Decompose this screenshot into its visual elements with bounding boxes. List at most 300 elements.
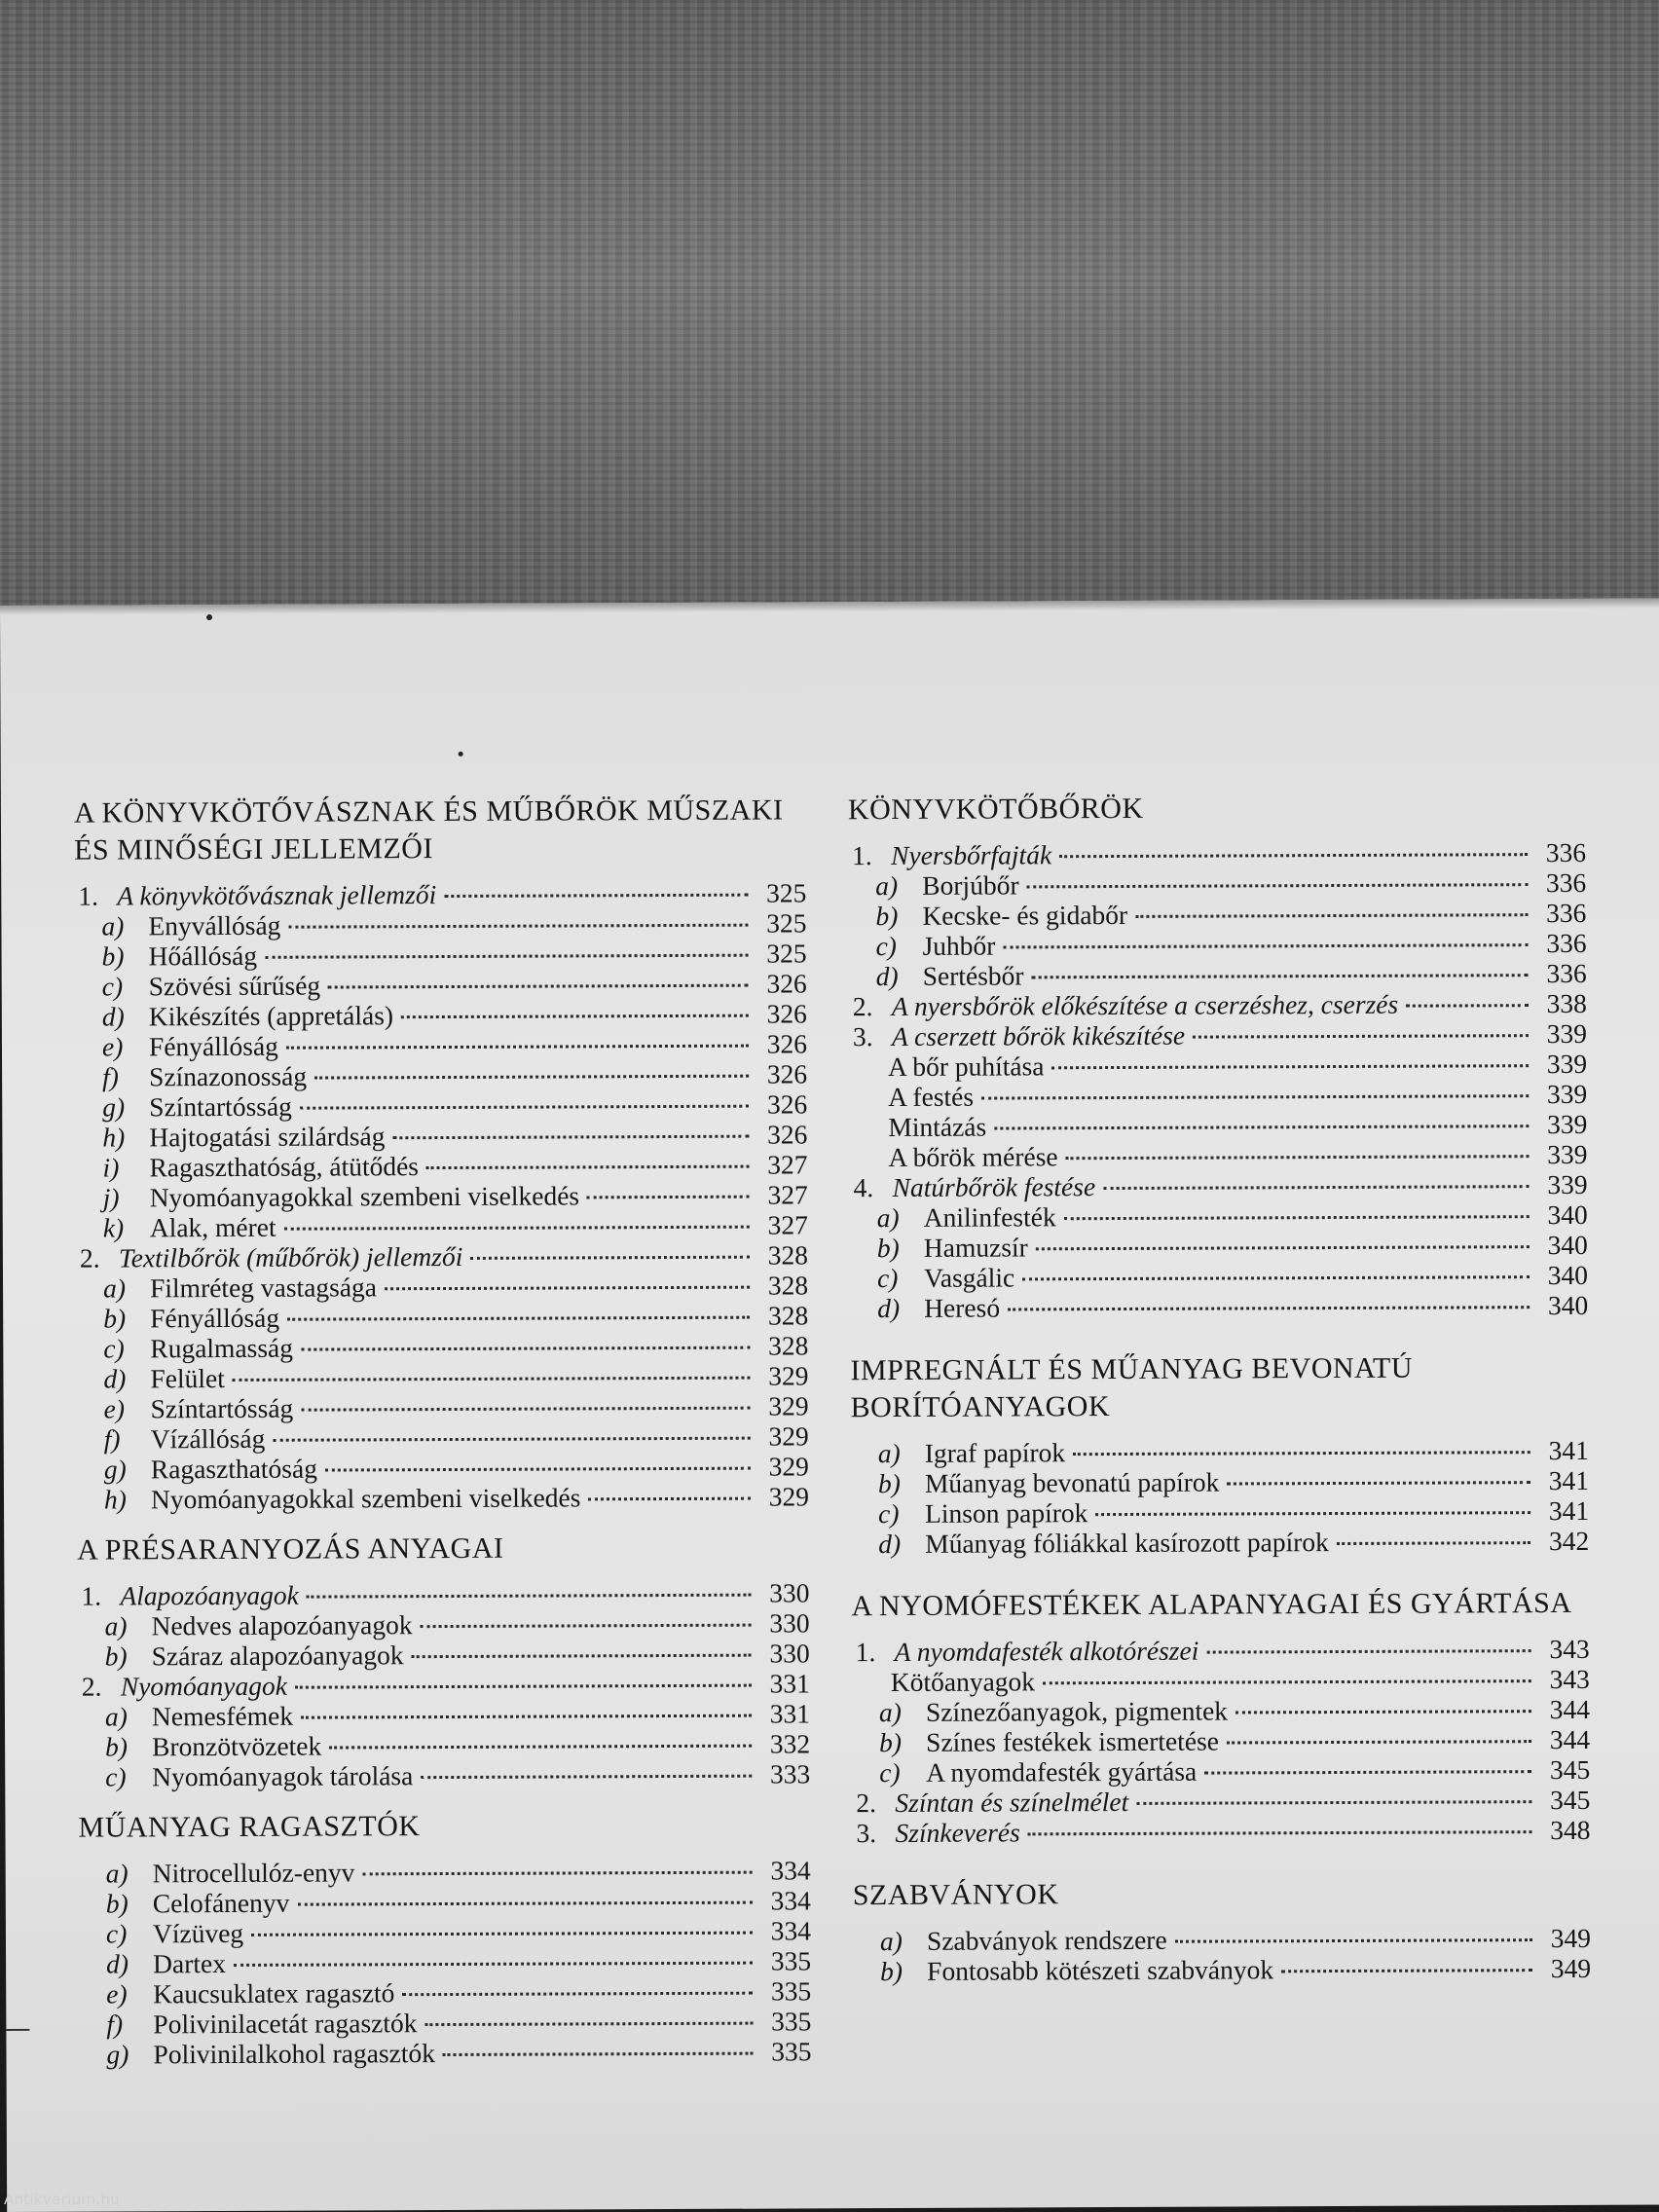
entry-marker: h) [102,1122,126,1153]
entry-label [76,1272,377,1303]
dot-leader [1066,1155,1530,1160]
toc-entry [851,1526,1589,1559]
dot-leader [1028,1830,1532,1835]
entry-marker: c) [105,1918,128,1949]
toc-entry [76,1330,808,1363]
toc-right-column [848,789,1591,2004]
entry-page-number: 330 [769,1607,810,1639]
toc-entry [79,2036,811,2069]
entry-page-number: 341 [1548,1434,1589,1466]
entry-page-number: 340 [1547,1198,1588,1231]
entry-title: Igraf papírok [924,1437,1066,1468]
entry-title: Hamuzsír [923,1232,1028,1263]
entry-title: Juhbőr [922,930,996,961]
toc-entry [849,1049,1587,1082]
entry-label [851,1467,1220,1499]
entry-title: Vízüveg [152,1917,244,1949]
dot-leader [329,1745,752,1750]
entry-page-number: 329 [768,1481,810,1512]
toc-entry [77,1390,809,1423]
entry-label [79,1918,243,1949]
toc-entry [849,988,1587,1021]
entry-title: Polivinilalkohol ragasztók [153,2038,436,2070]
entry-page-number: 328 [767,1239,808,1271]
entry-title: Nedves alapozóanyagok [151,1609,413,1641]
dot-leader [287,1316,750,1321]
entry-page-number: 349 [1550,1952,1592,1984]
entry-label [849,989,1398,1021]
entry-marker: c) [103,1333,125,1364]
entry-title: Dartex [153,1948,226,1979]
entry-title: Színtan és színelmélet [895,1786,1129,1818]
entry-title: Heresó [924,1292,1001,1323]
entry-page-number: 325 [765,877,807,908]
toc-entry [848,867,1586,901]
dot-leader [1095,1511,1530,1516]
watermark: Antikvarium.hu [4,2191,121,2208]
entry-marker: b) [101,940,125,972]
dot-leader [1027,883,1529,888]
entry-label [852,1787,1128,1818]
toc-entry [76,1239,808,1272]
toc-entry [852,1664,1590,1697]
entry-page-number: 327 [767,1149,808,1180]
toc-entry [75,938,807,971]
entry-marker: a) [879,1925,903,1957]
entry-marker: c) [101,971,124,1002]
entry-title: Celofánenyv [152,1887,290,1919]
entry-marker: 3. [856,1818,877,1849]
entry-title: Nemesfémek [151,1700,294,1732]
dot-leader [1022,1275,1530,1280]
entry-page-number: 326 [766,968,807,999]
entry-title: A bőr puhítása [888,1051,1045,1083]
dot-leader [426,1165,750,1169]
entry-marker: 2. [79,1242,100,1273]
entry-title: A nyersbőrök előkészítése a cserzéshez, cserzés [891,988,1399,1022]
section-title: MŰANYAG RAGASZTÓK [78,1810,421,1844]
entry-title: Alak, méret [149,1211,276,1243]
entry-marker: a) [878,1696,902,1728]
dot-leader [1227,1740,1531,1744]
entry-marker: k) [102,1212,125,1243]
entry-marker: c) [875,930,897,962]
dot-leader [1136,1800,1531,1805]
entry-marker: b) [875,900,899,932]
entry-label [76,1212,276,1243]
entry-title: Színezőanyagok, pigmentek [925,1695,1229,1727]
dot-leader [288,924,748,929]
entry-title: Enyvállóság [148,909,281,941]
entry-label [75,940,258,972]
entry-marker: a) [105,1858,129,1889]
toc-entry [79,1975,811,2009]
entry-page-number: 339 [1546,1048,1588,1080]
entry-label [848,931,995,962]
entry-page-number: 328 [768,1330,809,1361]
entry-title: Nyomóanyagokkal szembeni viselkedés [150,1482,581,1515]
entry-title: Színtartósság [150,1392,294,1424]
dot-leader [1206,1649,1530,1653]
dot-leader [286,1045,749,1050]
entry-page-number: 328 [767,1300,809,1331]
entry-marker: a) [102,1272,127,1304]
entry-title: Fontosabb kötészeti szabványok [927,1954,1274,1986]
dot-leader [994,1124,1529,1129]
entry-label [79,1888,290,1919]
entry-marker: c) [105,1761,127,1792]
entry-marker: 4. [853,1172,874,1203]
entry-page-number: 339 [1546,1017,1588,1050]
dot-leader [301,1346,750,1351]
entry-title: Szövési sűrűség [148,970,321,1002]
entry-marker: g) [102,1091,126,1123]
entry-title: Vasgálic [923,1262,1015,1293]
entry-marker: d) [101,1001,125,1032]
entry-page-number: 329 [768,1451,809,1482]
dot-leader [1051,1064,1529,1069]
toc-entry [851,1495,1589,1529]
entry-page-number: 329 [768,1420,809,1452]
ink-speck [459,752,463,756]
margin-mark [6,2029,29,2031]
toc-entry [77,1451,809,1484]
entry-page-number: 331 [769,1698,811,1729]
entry-page-number: 326 [766,998,807,1029]
entry-marker: a) [876,1201,900,1234]
entry-marker: j) [102,1182,120,1213]
entry-page-number: 325 [766,907,807,939]
entry-title: Textilbőrök (műbőrök) jellemzői [118,1240,463,1273]
dot-leader [233,1377,751,1382]
dot-leader [301,1714,752,1719]
entry-title: Vízállóság [150,1422,266,1455]
section-title: A NYOMÓFESTÉKEK ALAPANYAGAI ÉS GYÁRTÁSA [851,1586,1572,1623]
dot-leader [1337,1541,1530,1545]
toc-entry [850,1199,1588,1233]
entry-page-number: 335 [770,1975,812,2007]
toc-entry [74,877,806,910]
entry-title: Kaucsuklatex ragasztó [153,1977,395,2009]
entry-title: A nyomdafesték alkotórészei [894,1635,1199,1668]
entry-marker: 2. [852,991,873,1022]
entry-marker: f) [102,1061,119,1092]
entry-page-number: 334 [770,1855,811,1886]
dot-leader [301,1407,750,1412]
entry-label [76,1241,463,1273]
entry-page-number: 349 [1550,1922,1592,1954]
entry-marker: e) [103,1393,126,1424]
entry-label [75,1061,307,1092]
dot-leader [587,1196,750,1199]
toc-entry [76,1270,808,1303]
entry-title: Natúrbőrök festése [892,1171,1096,1203]
dot-leader [1059,853,1528,858]
entry-page-number: 345 [1550,1784,1591,1816]
entry-label [74,910,280,941]
toc-entry [848,898,1586,931]
entry-label [852,1817,1019,1848]
entry-label [851,1527,1329,1559]
toc-entry [852,1724,1590,1757]
entry-label [849,1112,986,1143]
entry-title: Bronzötvözetek [152,1730,322,1762]
entry-title: A festés [888,1081,975,1113]
entry-label [74,879,436,911]
entry-label [79,2038,435,2070]
dot-leader [443,2052,754,2056]
entry-page-number: 336 [1546,927,1587,959]
entry-title: A nyomdafesték gyártása [926,1755,1198,1788]
dot-leader [300,1105,749,1110]
entry-label [78,1640,404,1671]
toc-entry [78,1668,810,1701]
entry-label [848,839,1051,870]
entry-label [77,1482,581,1514]
entry-title: Hőállóság [148,940,258,972]
entry-page-number: 340 [1547,1229,1588,1261]
entry-label [850,1232,1028,1263]
dot-leader [392,1135,749,1140]
entry-page-number: 345 [1549,1753,1591,1786]
toc-entry [849,1139,1587,1172]
entry-page-number: 339 [1547,1138,1588,1170]
entry-page-number: 335 [770,1945,812,1976]
entry-label [77,1393,294,1424]
entry-label [849,960,1024,991]
entry-label [852,1726,1219,1758]
entry-page-number: 341 [1548,1464,1590,1496]
toc-entry [851,1465,1589,1498]
dot-leader [385,1286,750,1291]
dot-leader [325,1467,751,1472]
entry-page-number: 327 [767,1209,808,1240]
entry-label [851,1497,1088,1529]
dot-leader [1032,974,1529,978]
entry-label [849,1141,1057,1172]
entry-marker: b) [104,1641,128,1672]
toc-entry [76,1300,808,1333]
entry-label [78,1731,321,1762]
entry-page-number: 329 [768,1390,809,1421]
entry-label [76,1303,279,1334]
entry-label [76,1363,225,1394]
entry-marker: i) [102,1152,120,1183]
entry-marker: b) [879,1726,903,1758]
entry-title: Fényállóság [148,1030,278,1062]
entry-page-number: 342 [1548,1525,1590,1557]
dot-leader [1227,1481,1530,1485]
section-title: IMPREGNÁLT ÉS MŰANYAG BEVONATÚ BORÍTÓANYAGOK [850,1351,1414,1424]
entry-title: Anilinfesték [923,1201,1056,1233]
entry-page-number: 343 [1549,1663,1590,1695]
toc-entry [78,1698,810,1731]
entry-page-number: 329 [768,1360,809,1391]
dot-leader [421,1624,752,1628]
entry-title: Felület [150,1363,225,1394]
toc-entry [78,1607,810,1641]
entry-label [77,1580,298,1611]
dot-leader [234,1962,753,1967]
entry-label [79,1977,394,2009]
entry-page-number: 330 [769,1577,810,1608]
entry-title: Kikészítés (appretálás) [148,1000,394,1032]
entry-marker: 3. [852,1021,873,1052]
entry-title: A könyvkötővásznak jellemzői [117,879,437,911]
entry-page-number: 344 [1549,1693,1591,1725]
entry-page-number: 326 [767,1119,808,1150]
entry-page-number: 326 [766,1058,808,1089]
entry-title: Szabványok rendszere [926,1924,1167,1956]
entry-marker: c) [876,1262,899,1294]
entry-title: Sertésbőr [922,960,1024,991]
toc-entry [850,1290,1588,1323]
entry-label [848,900,1127,931]
entry-marker: d) [878,1528,902,1560]
entry-marker: d) [103,1363,127,1394]
toc-section [850,1349,1589,1559]
toc-section [77,1529,810,1791]
toc-section [851,1585,1590,1848]
dot-leader [307,1594,752,1599]
dot-leader [424,2022,753,2026]
entry-label [849,1020,1185,1052]
book-page [0,599,1659,2212]
dot-leader [588,1497,751,1501]
dot-leader [284,1226,750,1231]
toc-entry [849,1109,1587,1142]
entry-label [79,2008,417,2040]
toc-entry [75,1149,807,1182]
toc-entry [852,1785,1590,1818]
toc-entry [850,1169,1588,1202]
entry-page-number: 330 [769,1638,810,1669]
entry-marker: b) [877,1467,901,1499]
toc-entry [852,1815,1590,1848]
entry-page-number: 344 [1549,1723,1591,1755]
dot-leader [402,1992,753,1997]
toc-section [853,1874,1591,1986]
toc-entry [79,1915,811,1948]
section-title: SZABVÁNYOK [852,1878,1059,1912]
ink-speck [206,614,212,620]
entry-page-number: 325 [766,938,807,969]
entry-label [852,1696,1228,1728]
entry-label [76,1180,580,1212]
dot-leader [297,1901,752,1906]
entry-marker: f) [106,2009,124,2040]
entry-marker: a) [104,1610,128,1641]
dot-leader [328,984,749,989]
entry-label [75,971,321,1002]
toc-entry [853,1923,1591,1956]
dot-leader [273,1437,750,1442]
toc-entry [79,1945,811,1978]
toc-entry [79,2006,811,2039]
entry-title: Kecske- és gidabőr [922,899,1128,931]
entry-title: Kötőanyagok [890,1666,1036,1698]
toc-entry [75,1028,807,1061]
entry-title: Hajtogatási szilárdság [149,1121,386,1153]
toc-entry [849,958,1587,991]
entry-marker: g) [103,1454,127,1485]
entry-page-number: 335 [771,2036,812,2067]
entry-label [849,1082,974,1113]
entry-marker: e) [101,1031,124,1062]
entry-label [850,1171,1096,1202]
entry-page-number: 338 [1546,987,1587,1019]
dot-leader [265,954,748,959]
backdrop-surface [0,0,1659,623]
entry-label [75,1121,385,1152]
entry-marker: b) [103,1303,127,1334]
dot-leader [1073,1451,1530,1456]
toc-entry [77,1420,809,1454]
entry-marker: a) [875,869,899,902]
entry-label [75,1151,419,1183]
toc-entry [77,1577,809,1610]
entry-label [79,1948,226,1979]
toc-entry [851,1435,1589,1468]
toc-section [74,792,809,1514]
entry-marker: f) [103,1423,121,1455]
entry-page-number: 326 [766,1088,808,1120]
entry-label [850,1293,1000,1324]
dot-leader [1175,1938,1532,1943]
toc-entry [849,1079,1587,1112]
entry-marker: d) [877,1292,901,1324]
entry-label [76,1333,293,1364]
entry-label [78,1671,287,1702]
entry-page-number: 343 [1549,1633,1590,1665]
entry-page-number: 339 [1547,1108,1588,1140]
entry-page-number: 331 [769,1668,810,1699]
entry-marker: 1. [855,1637,876,1668]
toc-section [848,789,1588,1323]
toc-entry [848,837,1586,870]
entry-marker: d) [106,1948,129,1979]
dot-leader [444,894,748,898]
toc-entry [76,1209,808,1242]
entry-label [78,1609,413,1641]
entry-title: A bőrök mérése [888,1141,1058,1173]
entry-title: Színes festékek ismertetése [926,1725,1220,1757]
entry-title: Rugalmasság [150,1332,294,1364]
entry-label [853,1954,1273,1986]
toc-entry [75,968,807,1001]
entry-page-number: 327 [767,1179,808,1210]
dot-leader [1204,1770,1531,1774]
toc-entry [79,1885,811,1918]
dot-leader [1235,1710,1531,1714]
entry-label [75,1091,292,1123]
toc-entry [849,1018,1587,1051]
entry-title: Műanyag fóliákkal kasírozott papírok [925,1527,1329,1559]
toc-entry [848,928,1586,961]
entry-title: Nyomóanyagokkal szembeni viselkedés [149,1180,580,1213]
entry-label [78,1760,413,1792]
dot-leader [1103,1185,1529,1190]
entry-label [850,1262,1014,1293]
entry-page-number: 340 [1547,1259,1589,1291]
entry-marker: b) [105,1731,129,1762]
toc-entry [78,1728,810,1761]
entry-label [78,1701,293,1732]
dot-leader [1281,1969,1532,1972]
toc-entry [850,1260,1588,1293]
entry-marker: a) [101,910,125,941]
dot-leader [251,1932,753,1936]
